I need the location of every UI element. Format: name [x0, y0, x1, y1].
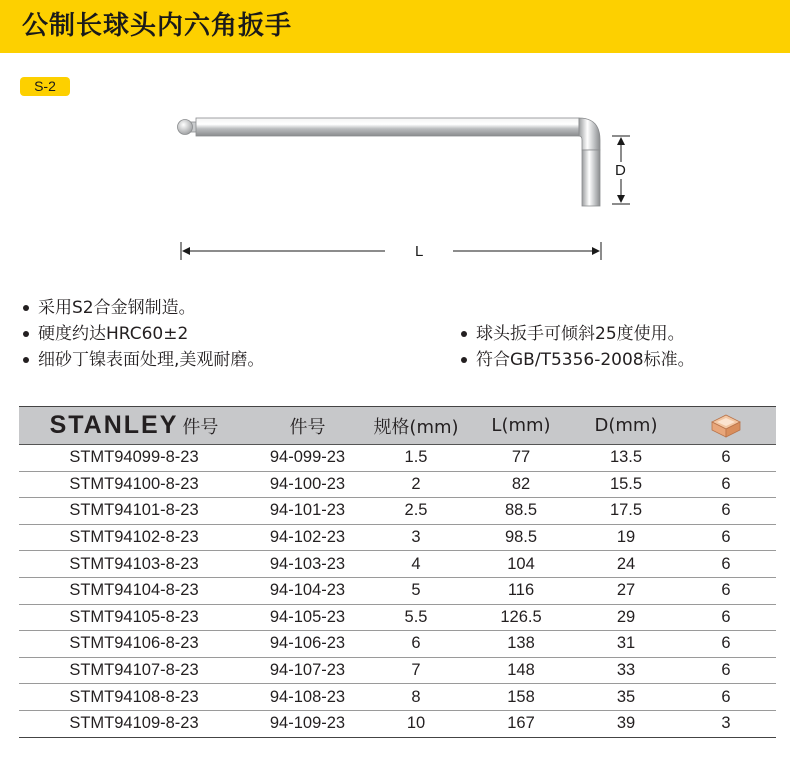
- table-cell: 5.5: [366, 604, 466, 631]
- page-title: 公制长球头内六角扳手: [22, 11, 293, 41]
- table-cell: 17.5: [576, 498, 676, 525]
- stanley-logo: STANLEY: [49, 411, 179, 439]
- box-icon: [709, 412, 743, 440]
- table-cell: 13.5: [576, 445, 676, 472]
- table-cell: STMT94104-8-23: [19, 577, 249, 604]
- table-cell: 3: [366, 524, 466, 551]
- column-header: D(mm): [576, 407, 676, 445]
- table-cell: STMT94101-8-23: [19, 498, 249, 525]
- feature-item: 采用S2合金钢制造。: [20, 295, 264, 321]
- table-cell: 94-107-23: [249, 657, 366, 684]
- table-row: [19, 445, 776, 472]
- table-cell: 98.5: [466, 524, 576, 551]
- table-cell: 24: [576, 551, 676, 578]
- table-cell: 15.5: [576, 471, 676, 498]
- table-cell: 6: [676, 604, 776, 631]
- column-header: 件号: [249, 407, 366, 445]
- table-cell: 94-100-23: [249, 471, 366, 498]
- column-header: 规格(mm): [366, 407, 466, 445]
- table-cell: 126.5: [466, 604, 576, 631]
- table-cell: 94-105-23: [249, 604, 366, 631]
- table-cell: 94-106-23: [249, 631, 366, 658]
- table-cell: 6: [676, 524, 776, 551]
- column-header: L(mm): [466, 407, 576, 445]
- table-cell: STMT94109-8-23: [69, 714, 199, 733]
- table-cell: STMT94105-8-23: [19, 604, 249, 631]
- table-header-row: [19, 407, 776, 445]
- table-row: [19, 524, 776, 551]
- table-cell: 6: [676, 498, 776, 525]
- table-row: [19, 631, 776, 658]
- table-cell: 6: [676, 684, 776, 711]
- pack-header: [676, 407, 776, 445]
- wrench-diagram: [0, 100, 790, 274]
- table-row: [19, 604, 776, 631]
- table-cell: 2.5: [366, 498, 466, 525]
- table-cell: 35: [576, 684, 676, 711]
- title-bar: [0, 0, 790, 53]
- table-cell: 82: [466, 471, 576, 498]
- table-row: [19, 577, 776, 604]
- table-cell: 94-104-23: [249, 577, 366, 604]
- table-cell: 167: [507, 714, 535, 733]
- features-right: [458, 321, 695, 373]
- table-row: [19, 471, 776, 498]
- table-cell: 7: [366, 657, 466, 684]
- table-cell: 33: [576, 657, 676, 684]
- table-cell: 31: [576, 631, 676, 658]
- table-cell: 29: [576, 604, 676, 631]
- table-cell: STMT94108-8-23: [19, 684, 249, 711]
- table-row: [19, 551, 776, 578]
- table-cell: 1.5: [366, 445, 466, 472]
- table-cell: 94-108-23: [249, 684, 366, 711]
- table-cell: 104: [466, 551, 576, 578]
- brand-suffix: 件号: [182, 416, 219, 438]
- table-body: [19, 445, 776, 737]
- features-left: [20, 295, 264, 373]
- table-cell: 94-109-23: [269, 714, 346, 733]
- table-cell: 6: [676, 657, 776, 684]
- table-cell: 5: [366, 577, 466, 604]
- table-cell: STMT94102-8-23: [19, 524, 249, 551]
- table-cell: 6: [676, 631, 776, 658]
- spec-table: [19, 406, 776, 738]
- table-cell: 94-103-23: [249, 551, 366, 578]
- feature-item: 符合GB/T5356-2008标准。: [458, 347, 695, 373]
- length-label: L: [385, 243, 453, 260]
- table-cell: 138: [466, 631, 576, 658]
- table-cell: 2: [366, 471, 466, 498]
- table-cell: 148: [466, 657, 576, 684]
- feature-item: 硬度约达HRC60±2: [20, 321, 264, 347]
- table-cell: 6: [676, 471, 776, 498]
- table-cell: 77: [466, 445, 576, 472]
- table-row: [19, 498, 776, 525]
- table-cell: 27: [576, 577, 676, 604]
- brand-header: [19, 407, 249, 445]
- table-cell: 10: [406, 714, 426, 733]
- table-cell: STMT94103-8-23: [19, 551, 249, 578]
- table-cell: STMT94099-8-23: [19, 445, 249, 472]
- diameter-label: D: [615, 162, 626, 179]
- model-badge: S-2: [20, 77, 70, 96]
- table-cell: 158: [466, 684, 576, 711]
- table-cell: STMT94107-8-23: [19, 657, 249, 684]
- table-row: [19, 657, 776, 684]
- table-cell: 6: [676, 577, 776, 604]
- table-cell: 94-101-23: [249, 498, 366, 525]
- feature-item: 球头扳手可倾斜25度使用。: [458, 321, 695, 347]
- table-cell: 88.5: [466, 498, 576, 525]
- table-cell: 6: [366, 631, 466, 658]
- table-cell: STMT94106-8-23: [19, 631, 249, 658]
- table-cell: 19: [576, 524, 676, 551]
- table-cell: STMT94100-8-23: [19, 471, 249, 498]
- table-cell: 6: [676, 551, 776, 578]
- table-cell: 8: [366, 684, 466, 711]
- table-cell: 39: [616, 714, 636, 733]
- table-cell: 116: [466, 577, 576, 604]
- table-row: [19, 684, 776, 711]
- table-cell: 94-102-23: [249, 524, 366, 551]
- feature-item: 细砂丁镍表面处理,美观耐磨。: [20, 347, 264, 373]
- table-cell: 94-099-23: [249, 445, 366, 472]
- table-cell: 3: [721, 714, 731, 733]
- table-cell: 4: [366, 551, 466, 578]
- table-row: [19, 710, 776, 736]
- table-cell: 6: [676, 445, 776, 472]
